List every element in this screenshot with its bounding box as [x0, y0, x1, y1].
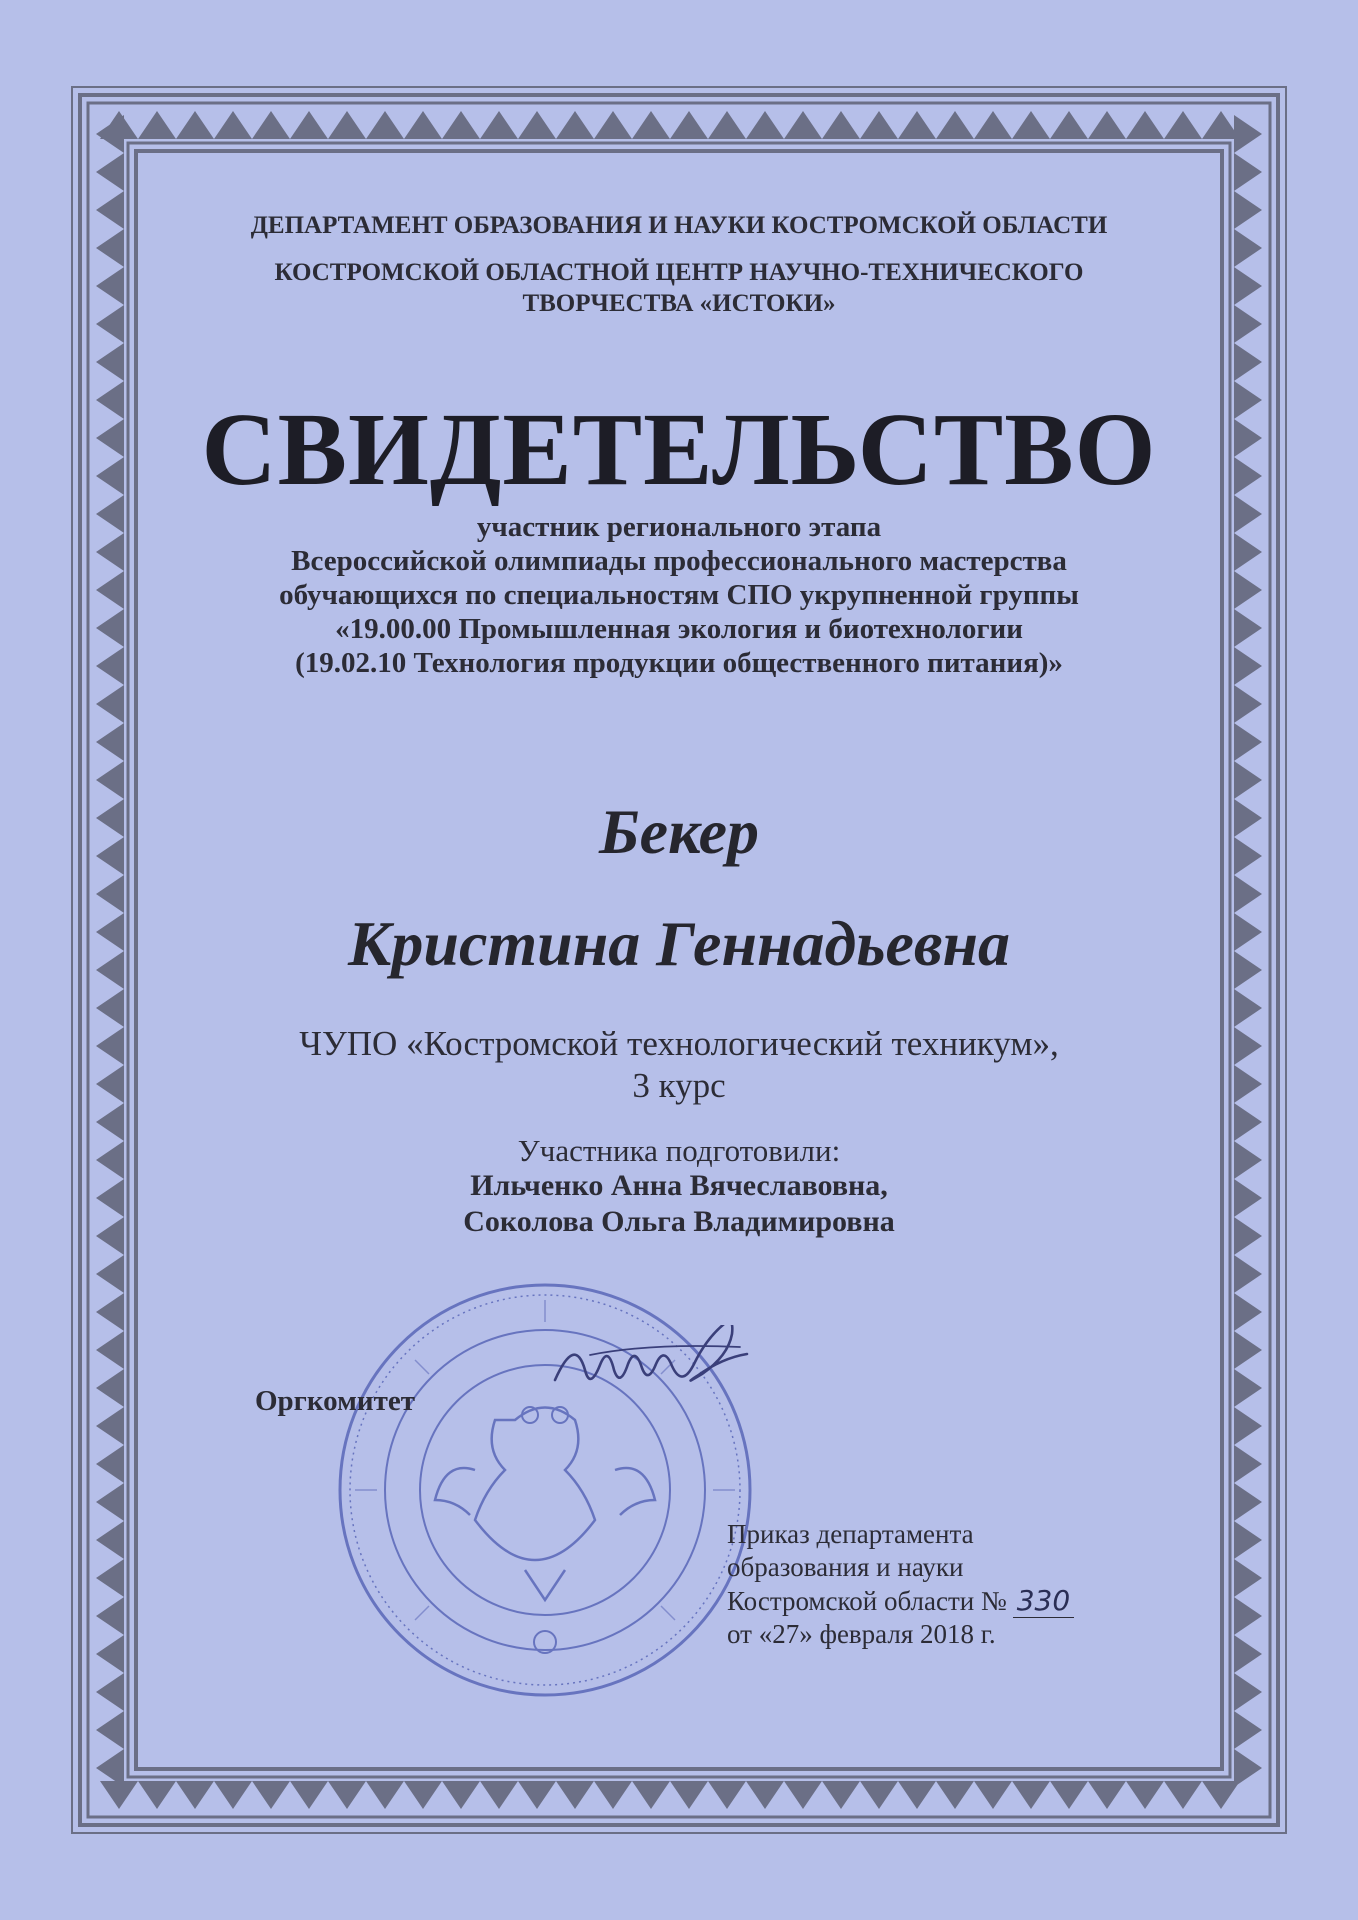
department-name: ДЕПАРТАМЕНТ ОБРАЗОВАНИЯ И НАУКИ КОСТРОМСКОЙ ОБЛАСТИ: [250, 212, 1108, 239]
center-name: [140, 257, 1218, 319]
order-date: от «27» февраля 2018 г.: [727, 1619, 996, 1649]
order-line: Приказ департамента: [727, 1519, 974, 1549]
course-year: 3 курс: [632, 1066, 726, 1105]
order-line: образования и науки: [727, 1552, 964, 1582]
order-line-with-number: [727, 1584, 1074, 1618]
organizing-committee-label: Оргкомитет: [255, 1385, 415, 1417]
subtitle-line: «19.00.00 Промышленная экология и биотехнологии: [335, 613, 1023, 645]
subtitle-line: Всероссийской олимпиады профессионального мастерства: [291, 545, 1067, 577]
certificate-title: СВИДЕТЕЛЬСТВО: [201, 392, 1157, 507]
center-name-line2: ТВОРЧЕСТВА «ИСТОКИ»: [522, 290, 836, 317]
recipient-last-name: Бекер: [599, 796, 759, 867]
school-info: [140, 1023, 1218, 1107]
order-number: 330: [1013, 1584, 1074, 1618]
recipient-first-names: Кристина Геннадьевна: [347, 908, 1011, 979]
mentor-name: Ильченко Анна Вячеславовна,: [470, 1169, 888, 1202]
order-line: Костромской области №: [727, 1586, 1007, 1616]
order-reference: [727, 1518, 1074, 1651]
mentors: [140, 1168, 1218, 1240]
subtitle-line: участник регионального этапа: [476, 511, 882, 543]
school-name: ЧУПО «Костромской технологический техникум»,: [299, 1024, 1059, 1063]
subtitle-line: обучающихся по специальностям СПО укрупненной группы: [279, 579, 1079, 611]
mentor-name: Соколова Ольга Владимировна: [463, 1205, 895, 1238]
participation-description: [140, 510, 1218, 680]
subtitle-line: (19.02.10 Технология продукции общественного питания)»: [295, 647, 1063, 679]
signature: [550, 1325, 780, 1415]
center-name-line1: КОСТРОМСКОЙ ОБЛАСТНОЙ ЦЕНТР НАУЧНО-ТЕХНИЧЕСКОГО: [274, 259, 1084, 286]
prepared-label: Участника подготовили:: [517, 1133, 841, 1168]
